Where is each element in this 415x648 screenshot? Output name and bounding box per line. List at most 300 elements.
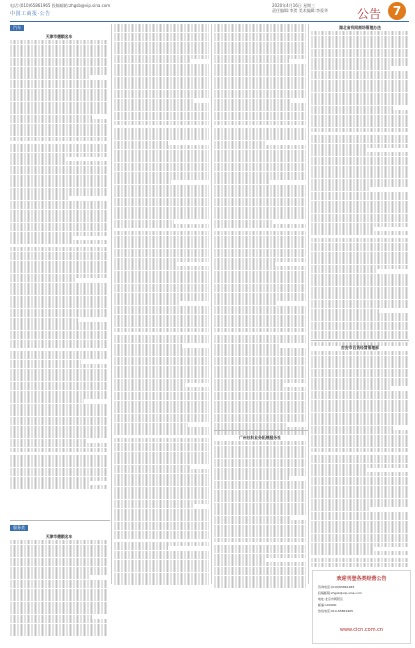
advert-line: 咨询电话:(010)65861965 — [318, 585, 355, 589]
text-line — [214, 361, 306, 365]
text-line — [114, 431, 209, 435]
text-line — [311, 309, 379, 313]
text-line — [114, 244, 209, 248]
text-line — [114, 231, 209, 235]
text-line — [214, 533, 306, 537]
text-line — [114, 211, 209, 215]
text-line — [10, 102, 108, 106]
text-line — [311, 364, 409, 368]
text-line — [311, 430, 409, 434]
text-line — [114, 198, 209, 202]
text-line — [214, 150, 306, 154]
column-1-lower — [10, 524, 108, 637]
text-line — [311, 490, 409, 494]
text-line — [10, 434, 108, 438]
text-line — [311, 538, 409, 542]
advert-line: 地址:北京市朝阳区 — [318, 597, 344, 601]
text-line — [214, 132, 306, 136]
text-line — [10, 179, 108, 183]
text-line — [214, 352, 306, 356]
notice-body — [214, 24, 306, 435]
advert-website: www.cicn.com.cn — [339, 627, 384, 633]
text-line — [311, 373, 409, 377]
text-line — [214, 64, 306, 68]
text-line — [10, 144, 108, 148]
text-line — [10, 236, 72, 240]
text-line — [10, 597, 108, 601]
text-line — [311, 205, 409, 209]
text-line — [214, 485, 306, 489]
text-line — [114, 37, 209, 41]
text-line — [214, 297, 306, 301]
text-line — [214, 293, 306, 297]
text-line — [10, 67, 108, 71]
text-line — [114, 465, 191, 469]
text-line — [214, 472, 306, 476]
text-line — [114, 185, 209, 189]
text-line — [214, 379, 306, 383]
text-line — [114, 409, 209, 413]
text-line — [10, 183, 108, 187]
text-line — [214, 463, 306, 467]
text-line — [114, 288, 209, 292]
text-line — [214, 511, 306, 515]
newspaper-logo: 中国工商报·公告 — [10, 11, 51, 17]
text-line — [311, 166, 409, 170]
text-line — [214, 107, 306, 111]
text-line — [114, 387, 209, 391]
text-line — [214, 558, 266, 562]
text-line — [114, 28, 209, 32]
text-line — [10, 45, 108, 49]
text-line — [214, 319, 306, 323]
text-line — [10, 567, 108, 571]
text-line — [311, 214, 409, 218]
header-contact: 电话:(010)65861965 投稿邮箱:zhgsb@vip.sina.com — [10, 3, 111, 8]
text-line — [10, 344, 108, 348]
text-line — [311, 335, 409, 339]
text-line — [311, 265, 409, 269]
text-line — [214, 136, 306, 140]
text-line — [214, 545, 306, 549]
text-line — [10, 481, 89, 485]
text-line — [10, 417, 108, 421]
notice-body — [10, 540, 108, 636]
text-line — [214, 306, 306, 310]
text-line — [214, 68, 306, 72]
text-line — [10, 351, 108, 355]
text-line — [214, 490, 306, 494]
text-line — [10, 624, 108, 628]
text-line — [114, 526, 209, 530]
text-line — [214, 454, 306, 458]
text-line — [214, 266, 306, 270]
text-line — [311, 386, 390, 390]
text-line — [114, 55, 209, 59]
text-line — [214, 141, 266, 145]
text-line — [214, 507, 306, 511]
text-line — [311, 247, 409, 251]
text-line — [10, 119, 108, 123]
text-line — [10, 589, 108, 593]
text-line — [10, 247, 108, 251]
text-line — [311, 187, 370, 191]
text-line — [114, 427, 209, 431]
text-line — [10, 128, 108, 132]
text-line — [214, 468, 306, 472]
text-line — [214, 46, 306, 50]
text-line — [311, 106, 393, 110]
text-line — [10, 89, 108, 93]
text-line — [114, 42, 209, 46]
text-line — [311, 53, 409, 57]
text-line — [114, 474, 209, 478]
text-line — [214, 525, 306, 529]
column-4-lower — [311, 344, 409, 567]
text-line — [114, 50, 209, 54]
text-line — [311, 413, 409, 417]
text-line — [10, 540, 108, 544]
text-line — [114, 522, 209, 526]
text-line — [311, 66, 390, 70]
text-line — [114, 405, 209, 409]
text-line — [10, 269, 108, 273]
text-line — [10, 404, 108, 408]
text-line — [214, 99, 291, 103]
text-line — [10, 326, 108, 330]
text-line — [214, 275, 306, 279]
text-line — [10, 75, 89, 79]
text-line — [311, 435, 409, 439]
text-line — [10, 606, 108, 610]
text-line — [10, 80, 108, 84]
text-line — [311, 317, 409, 321]
text-line — [311, 274, 409, 278]
text-line — [311, 408, 409, 412]
text-line — [114, 392, 209, 396]
text-line — [10, 124, 108, 128]
text-line — [10, 386, 108, 390]
text-line — [114, 293, 209, 297]
text-line — [10, 455, 108, 459]
text-line — [214, 418, 306, 422]
text-line — [214, 231, 306, 235]
text-line — [311, 115, 409, 119]
text-line — [114, 202, 209, 206]
text-line — [114, 240, 209, 244]
notice-body — [311, 351, 409, 567]
text-line — [114, 99, 194, 103]
text-line — [10, 170, 108, 174]
text-line — [214, 158, 306, 162]
text-line — [114, 577, 209, 581]
text-line — [10, 408, 108, 412]
text-line — [114, 297, 209, 301]
text-line — [311, 148, 367, 152]
text-line — [114, 132, 209, 136]
text-line — [10, 278, 75, 282]
category-tag-auto: 汽车 — [10, 25, 24, 31]
text-line — [10, 571, 108, 575]
text-line — [114, 401, 209, 405]
text-line — [114, 366, 209, 370]
text-line — [311, 313, 409, 317]
notice-body — [214, 441, 306, 588]
text-line — [10, 377, 108, 381]
text-line — [114, 172, 209, 176]
text-line — [114, 193, 209, 197]
text-line — [10, 331, 108, 335]
text-line — [311, 503, 409, 507]
text-line — [10, 340, 108, 344]
text-line — [311, 58, 409, 62]
text-line — [10, 175, 108, 179]
text-line — [114, 158, 209, 162]
text-line — [214, 90, 306, 94]
text-line — [10, 309, 108, 313]
text-line — [114, 535, 209, 539]
text-line — [311, 395, 409, 399]
text-line — [114, 482, 209, 486]
text-line — [311, 512, 409, 516]
text-line — [311, 31, 409, 35]
text-line — [10, 615, 92, 619]
text-line — [214, 145, 306, 149]
text-line — [10, 110, 108, 114]
text-line — [214, 81, 306, 85]
text-line — [114, 456, 209, 460]
text-line — [311, 101, 409, 105]
column-separator — [308, 24, 309, 584]
text-line — [311, 369, 409, 373]
text-line — [114, 495, 209, 499]
text-line — [311, 201, 409, 205]
text-line — [311, 360, 409, 364]
text-line — [311, 378, 409, 382]
text-line — [10, 84, 108, 88]
text-line — [10, 593, 108, 597]
text-line — [311, 161, 409, 165]
text-line — [214, 50, 306, 54]
text-line — [214, 383, 283, 387]
text-line — [214, 446, 306, 450]
header-date: 2020年4月16日 星期三 责任编辑:李贺 美术编辑:李爱华 — [272, 3, 328, 13]
text-line — [10, 106, 108, 110]
text-line — [311, 481, 409, 485]
text-line — [10, 619, 108, 623]
text-line — [114, 339, 209, 343]
text-line — [114, 542, 209, 546]
text-line — [114, 275, 209, 279]
text-line — [10, 584, 108, 588]
text-line — [114, 564, 209, 568]
text-line — [10, 132, 108, 136]
text-line — [214, 128, 306, 132]
text-line — [114, 348, 209, 352]
text-line — [10, 291, 108, 295]
text-line — [10, 192, 108, 196]
text-line — [114, 379, 209, 383]
text-line — [311, 295, 409, 299]
text-line — [214, 396, 306, 400]
text-line — [114, 396, 209, 400]
text-line — [10, 412, 108, 416]
text-line — [214, 94, 306, 98]
text-line — [311, 356, 409, 360]
text-line — [311, 322, 409, 326]
text-line — [311, 174, 409, 178]
text-line — [10, 265, 108, 269]
text-line — [114, 24, 209, 28]
text-line — [311, 144, 409, 148]
text-line — [10, 137, 108, 141]
text-line — [311, 152, 409, 156]
text-line — [114, 220, 174, 224]
text-line — [214, 401, 306, 405]
section-divider — [10, 520, 110, 521]
text-line — [214, 323, 306, 327]
text-line — [114, 460, 209, 464]
text-line — [10, 395, 108, 399]
text-line — [311, 123, 409, 127]
text-line — [10, 562, 108, 566]
text-line — [214, 310, 306, 314]
text-line — [114, 207, 209, 211]
text-line — [311, 477, 409, 481]
text-line — [10, 369, 108, 373]
text-line — [114, 189, 209, 193]
text-line — [10, 322, 108, 326]
text-line — [311, 135, 409, 139]
header-rule — [10, 21, 409, 22]
text-line — [214, 211, 306, 215]
column-1 — [10, 24, 108, 490]
text-line — [10, 261, 108, 265]
text-line — [10, 459, 108, 463]
text-line — [311, 227, 373, 231]
text-line — [311, 252, 409, 256]
text-line — [311, 209, 409, 213]
text-line — [114, 328, 209, 332]
text-line — [311, 558, 409, 562]
text-line — [311, 256, 409, 260]
text-line — [311, 196, 409, 200]
text-line — [10, 287, 108, 291]
text-line — [214, 193, 306, 197]
text-line — [311, 128, 409, 132]
text-line — [311, 472, 409, 476]
text-line — [214, 163, 306, 167]
text-line — [114, 167, 209, 171]
text-line — [311, 448, 409, 452]
text-line — [114, 383, 185, 387]
text-line — [311, 499, 409, 503]
text-line — [10, 223, 108, 227]
text-line — [114, 176, 209, 180]
text-line — [311, 260, 409, 264]
text-line — [114, 319, 209, 323]
text-line — [114, 301, 180, 305]
text-line — [214, 236, 306, 240]
text-line — [114, 357, 209, 361]
text-line — [214, 414, 306, 418]
text-line — [214, 154, 306, 158]
text-line — [214, 77, 306, 81]
text-line — [214, 301, 277, 305]
text-line — [114, 438, 209, 442]
text-line — [114, 258, 209, 262]
text-line — [10, 210, 108, 214]
text-line — [311, 439, 409, 443]
text-line — [10, 628, 108, 632]
text-line — [311, 400, 409, 404]
text-line — [214, 258, 306, 262]
text-line — [10, 443, 108, 447]
text-line — [311, 326, 409, 330]
text-line — [311, 44, 409, 48]
text-line — [10, 421, 108, 425]
text-line — [214, 405, 306, 409]
text-line — [114, 573, 209, 577]
text-line — [10, 148, 108, 152]
page-header — [0, 0, 415, 16]
text-line — [114, 271, 209, 275]
text-line — [10, 610, 108, 614]
text-line — [311, 223, 409, 227]
text-line — [114, 531, 209, 535]
text-line — [114, 64, 209, 68]
text-line — [214, 176, 306, 180]
text-line — [10, 153, 108, 157]
text-line — [114, 315, 209, 319]
text-line — [214, 249, 306, 253]
text-line — [114, 81, 209, 85]
text-line — [311, 404, 409, 408]
text-line — [214, 366, 306, 370]
text-line — [114, 112, 209, 116]
text-line — [311, 84, 409, 88]
text-line — [114, 279, 209, 283]
text-line — [114, 68, 209, 72]
text-line — [214, 103, 306, 107]
text-line — [311, 40, 409, 44]
text-line — [10, 580, 108, 584]
text-line — [214, 37, 306, 41]
text-line — [114, 443, 209, 447]
text-line — [214, 72, 306, 76]
text-line — [10, 205, 108, 209]
text-line — [311, 417, 409, 421]
text-line — [10, 296, 108, 300]
advert-line: 邮编:100000 — [318, 603, 337, 607]
text-line — [114, 361, 209, 365]
text-line — [311, 93, 409, 97]
text-line — [114, 154, 209, 158]
text-line — [214, 344, 280, 348]
text-line — [214, 24, 306, 28]
text-line — [10, 313, 108, 317]
text-line — [114, 141, 168, 145]
advert-line: 热线电话:010-65861965 — [318, 609, 354, 613]
text-line — [214, 498, 306, 502]
text-line — [114, 335, 209, 339]
text-line — [10, 477, 108, 481]
text-line — [214, 554, 306, 558]
text-line — [311, 278, 409, 282]
notice-heading: 天津市德顺名车 — [45, 34, 73, 39]
text-line — [114, 414, 209, 418]
text-line — [311, 563, 409, 567]
